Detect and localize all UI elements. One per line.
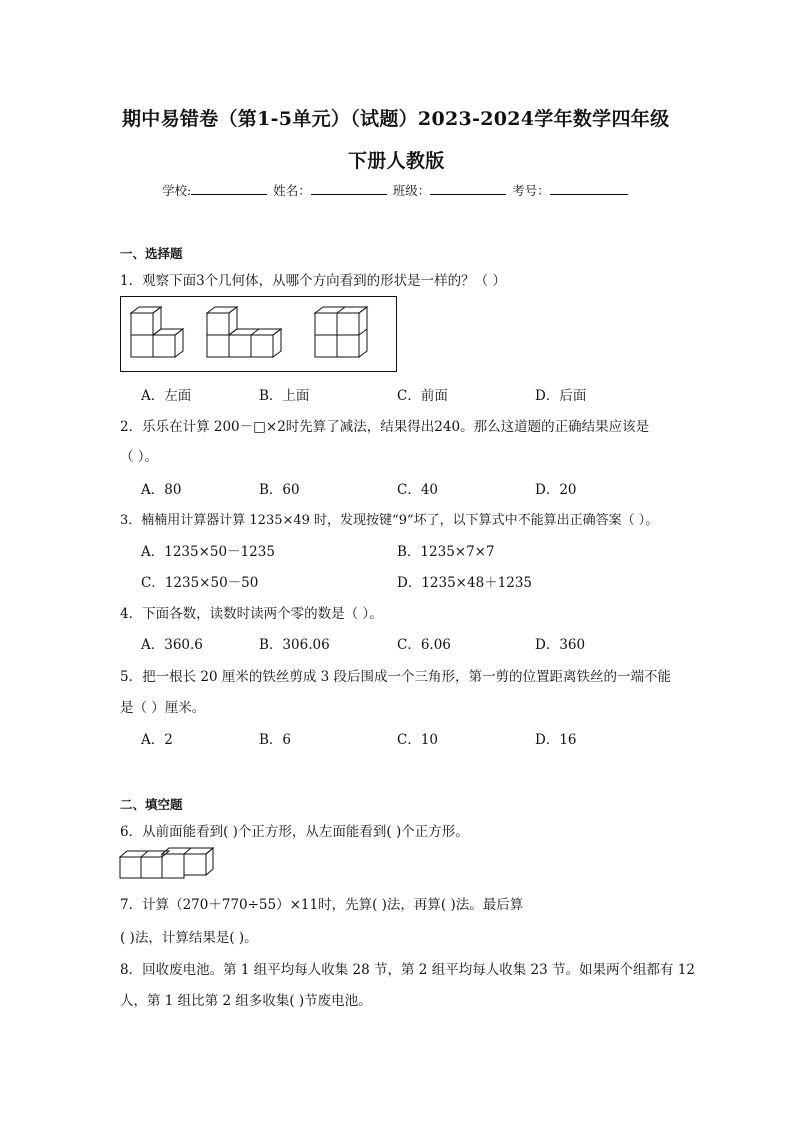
question-7-line1: 7．计算（270＋770÷55）×11时，先算( )法，再算( )法。最后算 [120,897,524,913]
doc-title-line1: 期中易错卷（第1-5单元）（试题）2023-2024学年数学四年级 [122,108,670,130]
question-6: 6．从前面能看到( )个正方形，从左面能看到( )个正方形。 [120,824,469,840]
info-row [162,181,630,199]
q4-option-d[interactable]: D．360 [535,637,586,653]
q5-option-c[interactable]: C．10 [397,732,439,748]
q1-option-d[interactable]: D．后面 [535,388,587,404]
question-8-line1: 8．回收废电池。第 1 组平均每人收集 28 节，第 2 组平均每人收集 23 节。如果两个组都有 12 [120,962,695,978]
info-class-label: 班级： [392,183,431,198]
info-school-label: 学校: [162,183,192,198]
q3-option-a[interactable]: A．1235×50－1235 [141,544,275,560]
q4-option-c[interactable]: C．6.06 [397,637,451,653]
question-5-line1: 5．把一根长 20 厘米的铁丝剪成 3 段后围成一个三角形，第一剪的位置距离铁丝的一端不能 [120,669,672,685]
section-heading-choice: 一、选择题 [120,246,183,261]
school-field[interactable] [191,182,267,195]
doc-title-line2: 下册人教版 [348,150,445,172]
q5-option-d[interactable]: D．16 [535,732,577,748]
q5-option-a[interactable]: A．2 [141,732,173,748]
q2-option-c[interactable]: C．40 [397,482,439,498]
question-1: 1．观察下面3个几何体，从哪个方向看到的形状是一样的？（ ） [120,273,506,289]
question-3: 3．楠楠用计算器计算 1235×49 时，发现按键“9”坏了，以下算式中不能算出正确答案（ ）。 [120,513,659,528]
q4-option-a[interactable]: A．360.6 [141,637,203,653]
q1-option-a[interactable]: A．左面 [141,388,192,404]
q1-solid-1-icon [129,305,209,375]
question-4: 4．下面各数，读数时读两个零的数是（ ）。 [120,606,383,622]
q1-solid-2-icon [205,305,295,375]
q2-option-d[interactable]: D．20 [535,482,577,498]
class-field[interactable] [430,182,506,195]
q3-option-d[interactable]: D．1235×48＋1235 [397,575,533,591]
q6-solid-icon [119,846,219,882]
question-7-line2: ( )法，计算结果是( )。 [120,930,258,946]
q1-figure-box [120,296,397,372]
q3-option-b[interactable]: B．1235×7×7 [397,544,495,560]
q1-option-c[interactable]: C．前面 [397,388,448,404]
q3-option-c[interactable]: C．1235×50－50 [141,575,259,591]
info-examno-label: 考号： [512,183,550,198]
question-8-line2: 人，第 1 组比第 2 组多收集( )节废电池。 [120,993,372,1009]
q1-solid-3-icon [313,305,383,375]
q2-option-a[interactable]: A．80 [141,482,182,498]
question-5-line2: 是（ ）厘米。 [120,700,206,716]
q5-option-b[interactable]: B．6 [259,732,292,748]
name-field[interactable] [311,182,387,195]
q1-option-b[interactable]: B．上面 [259,388,310,404]
examno-field[interactable] [550,182,628,195]
question-2-line1: 2．乐乐在计算 200－□×2时先算了减法，结果得出240。那么这道题的正确结果应该是 [120,419,650,435]
question-2-line2: （ ）。 [120,449,159,465]
info-name-label: 姓名： [273,183,311,198]
q2-option-b[interactable]: B．60 [259,482,300,498]
q4-option-b[interactable]: B．306.06 [259,637,330,653]
section-heading-fill: 二、填空题 [120,797,183,812]
